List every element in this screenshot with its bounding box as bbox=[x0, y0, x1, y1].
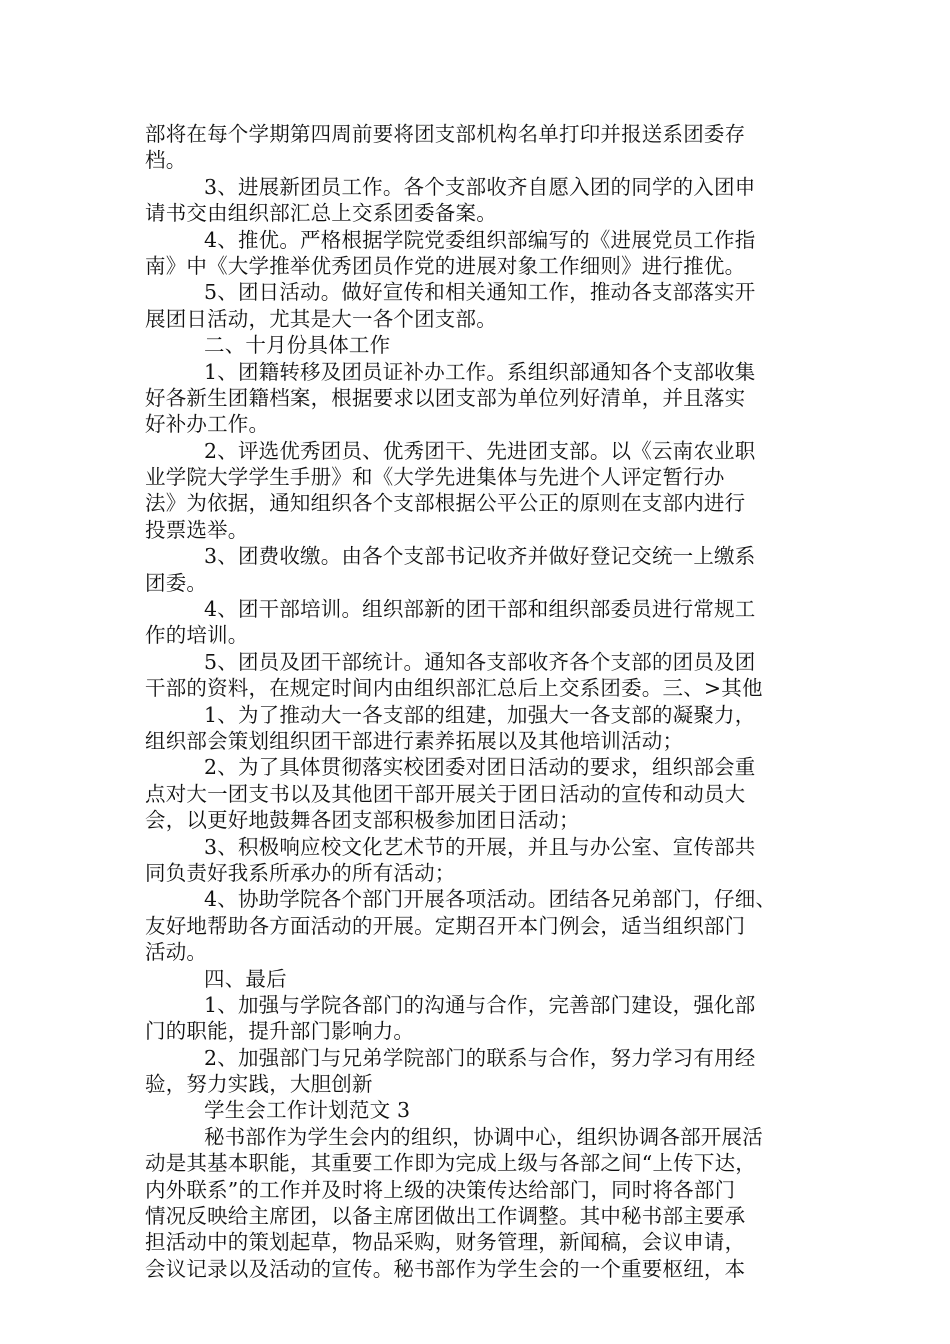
text-line: 请书交由组织部汇总上交系团委备案。 bbox=[145, 201, 497, 226]
text-line: 4、协助学院各个部门开展各项活动。团结各兄弟部门，仔细、 bbox=[204, 887, 777, 912]
text-line: 3、积极响应校文化艺术节的开展，并且与办公室、宣传部共 bbox=[204, 834, 756, 859]
text-line: 同负责好我系所承办的所有活动； bbox=[145, 860, 456, 885]
text-line: 南》中《大学推举优秀团员作党的进展对象工作细则》进行推优。 bbox=[145, 253, 746, 278]
text-line: 4、团干部培训。组织部新的团干部和组织部委员进行常规工 bbox=[204, 597, 756, 622]
text-line: 动是其基本职能，其重要工作即为完成上级与各部之间“上传下达， bbox=[145, 1151, 756, 1176]
text-line: 团委。 bbox=[145, 570, 208, 595]
text-line: 门的职能，提升部门影响力。 bbox=[145, 1019, 415, 1044]
text-line: 法》为依据，通知组织各个支部根据公平公正的原则在支部内进行 bbox=[145, 491, 746, 516]
text-line: 担活动中的策划起草，物品采购，财务管理，新闻稿，会议申请， bbox=[145, 1230, 746, 1255]
text-line: 2、为了具体贯彻落实校团委对团日活动的要求，组织部会重 bbox=[204, 755, 756, 780]
text-line: 会，以更好地鼓舞各团支部积极参加团日活动； bbox=[145, 808, 580, 833]
text-line: 二、十月份具体工作 bbox=[204, 333, 391, 358]
text-line: 活动。 bbox=[145, 940, 208, 965]
text-line: 业学院大学学生手册》和《大学先进集体与先进个人评定暂行办 bbox=[145, 465, 725, 490]
text-line: 投票选举。 bbox=[145, 517, 249, 542]
text-line: 3、团费收缴。由各个支部书记收齐并做好登记交统一上缴系 bbox=[204, 544, 756, 569]
text-line: 情况反映给主席团，以备主席团做出工作调整。其中秘书部主要承 bbox=[145, 1204, 746, 1229]
text-line: 会议记录以及活动的宣传。秘书部作为学生会的一个重要枢纽，本 bbox=[145, 1256, 746, 1281]
text-line: 4、推优。严格根据学院党委组织部编写的《进展党员工作指 bbox=[204, 227, 756, 252]
document-body bbox=[145, 121, 811, 1282]
text-line: 点对大一团支书以及其他团干部开展关于团日活动的宣传和动员大 bbox=[145, 781, 746, 806]
text-line: 好各新生团籍档案，根据要求以团支部为单位列好清单，并且落实 bbox=[145, 385, 746, 410]
text-line: 内外联系”的工作并及时将上级的决策传达给部门，同时将各部门 bbox=[145, 1177, 736, 1202]
text-line: 1、团籍转移及团员证补办工作。系组织部通知各个支部收集 bbox=[204, 359, 756, 384]
text-line: 作的培训。 bbox=[145, 623, 249, 648]
text-line: 学生会工作计划范文 3 bbox=[204, 1098, 411, 1123]
text-line: 四、最后 bbox=[204, 966, 287, 991]
text-line: 验，努力实践，大胆创新 bbox=[145, 1072, 373, 1097]
text-line: 1、为了推动大一各支部的组建，加强大一各支部的凝聚力， bbox=[204, 702, 756, 727]
text-line: 档。 bbox=[145, 148, 187, 173]
text-line: 友好地帮助各方面活动的开展。定期召开本门例会，适当组织部门 bbox=[145, 913, 746, 938]
text-line: 2、评选优秀团员、优秀团干、先进团支部。以《云南农业职 bbox=[204, 438, 756, 463]
text-line: 1、加强与学院各部门的沟通与合作，完善部门建设，强化部 bbox=[204, 992, 756, 1017]
text-line: 秘书部作为学生会内的组织，协调中心，组织协调各部开展活 bbox=[204, 1124, 763, 1149]
text-line: 部将在每个学期第四周前要将团支部机构名单打印并报送系团委存 bbox=[145, 122, 746, 146]
text-line: 3、进展新团员工作。各个支部收齐自愿入团的同学的入团申 bbox=[204, 174, 756, 199]
text-line: 5、团员及团干部统计。通知各支部收齐各个支部的团员及团 bbox=[204, 649, 756, 674]
text-line: 组织部会策划组织团干部进行素养拓展以及其他培训活动； bbox=[145, 728, 684, 753]
text-line: 展团日活动，尤其是大一各个团支部。 bbox=[145, 306, 497, 331]
text-line: 好补办工作。 bbox=[145, 412, 270, 437]
text-line: 干部的资料，在规定时间内由组织部汇总后上交系团委。三、>其他 bbox=[145, 676, 763, 701]
text-line: 2、加强部门与兄弟学院部门的联系与合作，努力学习有用经 bbox=[204, 1045, 756, 1070]
text-line: 5、团日活动。做好宣传和相关通知工作，推动各支部落实开 bbox=[204, 280, 756, 305]
